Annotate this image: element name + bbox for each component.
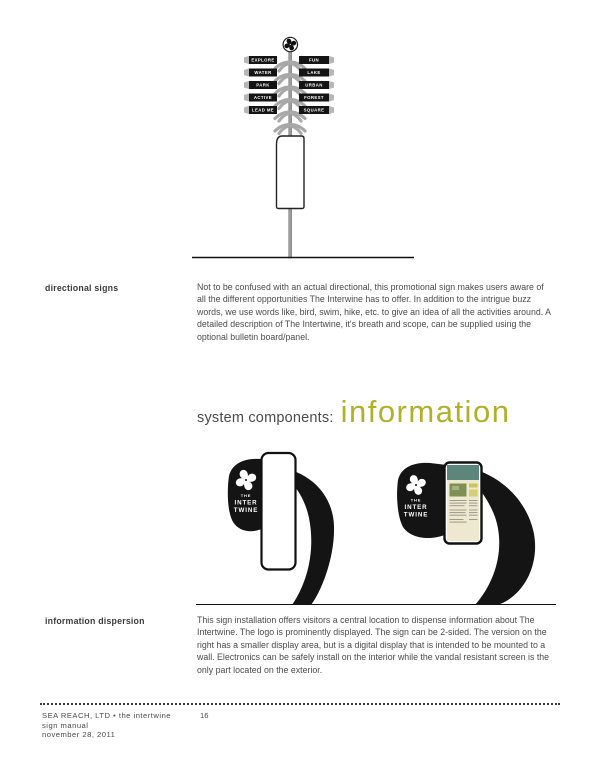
- logo-twine: TWINE: [233, 507, 259, 514]
- information-dispersion-paragraph: This sign installation offers visitors a central location to dispense information about The Intertwine. The logo is prominently displayed. The sign can be 2-sided. The version on the right has a smaller display area, but is a digital display that is intended to be mounted to a wall. Electronics can be safely install on the interior while the vandal resistant screen is the only part located on the exterior.: [197, 615, 550, 675]
- logo-the: THE: [410, 497, 422, 503]
- bulletin-panel: [277, 136, 305, 209]
- banner-label: WATER: [254, 70, 272, 76]
- section-label-information-dispersion: information dispersion: [45, 616, 145, 626]
- page-number: 16: [200, 711, 209, 720]
- information-kiosk-left: [215, 448, 375, 610]
- banner-label: SQUARE: [303, 107, 325, 113]
- banner-label: FOREST: [304, 95, 324, 101]
- logo-inter: INTER: [404, 504, 428, 511]
- digital-display-panel: [445, 463, 482, 544]
- logo-inter: INTER: [234, 499, 258, 507]
- ground-line: [196, 604, 556, 605]
- footer-line1: SEA REACH, LTD • the intertwine: [42, 711, 172, 720]
- banner-label: URBAN: [305, 82, 323, 88]
- banner-label: FUN: [308, 57, 320, 63]
- footer-dotted-rule: [40, 703, 560, 705]
- logo-the: THE: [240, 493, 252, 498]
- directional-signs-paragraph: Not to be confused with an actual directional, this promotional sign makes users aware of all the different opportunities The Interwine has to offer. In addition to the intrigue buzz words, we use words like, bird, swim, hike, etc. to give an idea of all the activities around. A detailed description of The Intertwine, it's breath and scope, can be supplied using the optional bulletin board/panel.: [197, 282, 551, 342]
- kiosk-display-panel: [262, 453, 296, 570]
- banner-label: LAKE: [307, 70, 321, 76]
- kiosk-leaf: [397, 463, 447, 538]
- footer-line3: november 28, 2011: [42, 730, 116, 740]
- logo-twine: TWINE: [403, 511, 429, 519]
- directional-sign-illustration: [185, 33, 415, 263]
- information-kiosk-right: [385, 448, 545, 610]
- section-label-directional-signs: directional signs: [45, 283, 119, 293]
- banner-label: ACTIVE: [253, 95, 273, 101]
- banner-label: EXPLORE: [251, 57, 275, 63]
- footer-colophon: [42, 711, 171, 740]
- banner-label: LEAD ME: [251, 107, 275, 113]
- section-heading: [197, 394, 510, 430]
- display-header: [447, 465, 479, 480]
- footer-line2: sign manual: [42, 720, 89, 730]
- heading-prefix: system components:: [197, 410, 334, 426]
- heading-title: information: [340, 394, 511, 429]
- banner-label: PARK: [256, 82, 270, 88]
